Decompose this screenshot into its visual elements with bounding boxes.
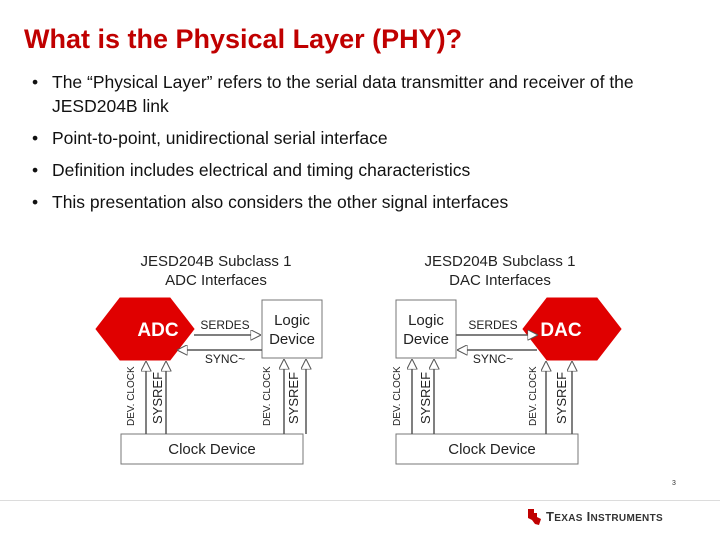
- svg-text:TEXAS INSTRUMENTS: TEXAS INSTRUMENTS: [546, 509, 663, 524]
- dac-dev-clock-label-left: DEV. CLOCK: [392, 366, 403, 426]
- dac-clock-device-label: Clock Device: [448, 441, 536, 458]
- adc-dev-clock-label-left: DEV. CLOCK: [126, 366, 137, 426]
- adc-logic-device-block: [262, 300, 322, 358]
- dac-sync-label: SYNC~: [472, 352, 514, 366]
- dac-logic-device-block: [396, 300, 456, 358]
- adc-sysref-label-right: SYSREF: [286, 371, 301, 424]
- adc-diagram: [96, 253, 322, 464]
- page-number: 3: [672, 480, 676, 487]
- dac-sysref-label-left: SYSREF: [418, 371, 433, 424]
- adc-dev-clock-label-right: DEV. CLOCK: [262, 366, 273, 426]
- adc-logic-line2: Device: [269, 331, 315, 348]
- adc-label: ADC: [137, 320, 179, 341]
- footer-divider: [0, 500, 720, 501]
- bullet-item: • Definition includes electrical and timing characteristics: [30, 158, 700, 182]
- adc-heading-line2: ADC Interfaces: [165, 272, 267, 289]
- bullet-item: • The “Physical Layer” refers to the serial data transmitter and receiver of the JESD204B link: [30, 70, 700, 118]
- texas-instruments-logo: [524, 505, 684, 527]
- bullet-item: • Point-to-point, unidirectional serial interface: [30, 126, 700, 150]
- dac-heading-line1: JESD204B Subclass 1: [424, 253, 576, 270]
- slide-title: What is the Physical Layer (PHY)?: [24, 24, 463, 54]
- adc-clock-device-label: Clock Device: [168, 441, 256, 458]
- adc-heading-line1: JESD204B Subclass 1: [140, 253, 292, 270]
- adc-sync-label: SYNC~: [204, 352, 246, 366]
- dac-label: DAC: [540, 320, 582, 341]
- ti-emblem-icon: [528, 509, 541, 525]
- dac-dev-clock-label-right: DEV. CLOCK: [528, 366, 539, 426]
- dac-logic-line1: Logic: [408, 312, 444, 329]
- dac-heading-line2: DAC Interfaces: [449, 272, 551, 289]
- bullet-item: • This presentation also considers the other signal interfaces: [30, 190, 700, 214]
- adc-sysref-label-left: SYSREF: [150, 371, 165, 424]
- dac-serdes-label: SERDES: [468, 318, 518, 332]
- adc-logic-line1: Logic: [274, 312, 310, 329]
- dac-logic-line2: Device: [403, 331, 449, 348]
- dac-sysref-label-right: SYSREF: [554, 371, 569, 424]
- dac-diagram: [392, 253, 621, 464]
- adc-serdes-label: SERDES: [200, 318, 250, 332]
